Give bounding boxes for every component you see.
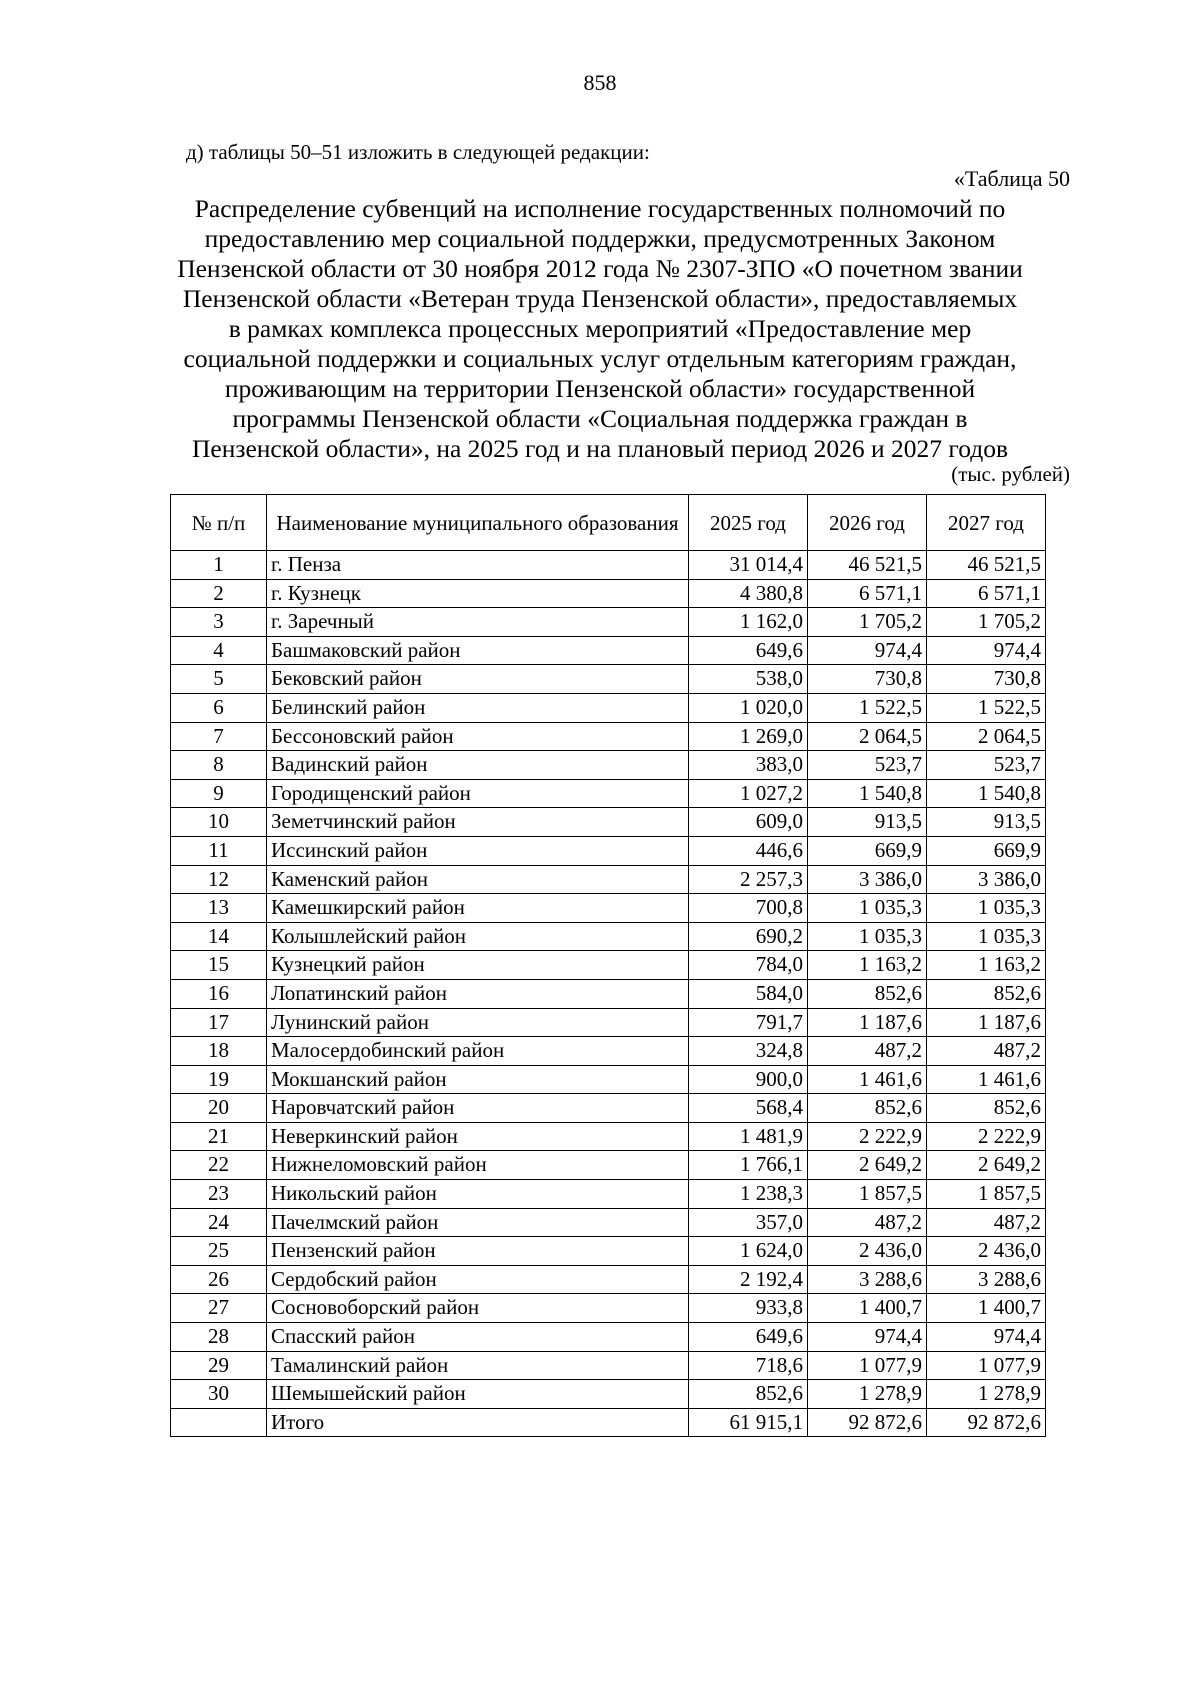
- row-value-2025: 718,6: [689, 1351, 808, 1380]
- title-line: программы Пензенской области «Социальная поддержка граждан в: [232, 404, 968, 433]
- row-value-2026: 1 077,9: [808, 1351, 927, 1380]
- table-row: [171, 1294, 1046, 1323]
- title-line: Пензенской области от 30 ноября 2012 года № 2307-ЗПО «О почетном звании: [177, 254, 1023, 283]
- row-municipality: Лунинский район: [267, 1008, 689, 1037]
- title-line: в рамках комплекса процессных мероприятий «Предоставление мер: [228, 314, 972, 343]
- row-value-2026: 852,6: [808, 979, 927, 1008]
- row-value-2025: 1 269,0: [689, 722, 808, 751]
- table-row: [171, 579, 1046, 608]
- row-value-2027: 3 386,0: [927, 865, 1046, 894]
- header-num: № п/п: [171, 495, 267, 551]
- row-value-2025: 357,0: [689, 1208, 808, 1237]
- row-municipality: Башмаковский район: [267, 636, 689, 665]
- row-number: 11: [171, 836, 267, 865]
- row-value-2025: 784,0: [689, 951, 808, 980]
- row-value-2026: 852,6: [808, 1094, 927, 1123]
- row-value-2025: 1 624,0: [689, 1237, 808, 1266]
- row-value-2027: 523,7: [927, 751, 1046, 780]
- header-2027: 2027 год: [927, 495, 1046, 551]
- row-value-2026: 1 163,2: [808, 951, 927, 980]
- row-value-2026: 1 857,5: [808, 1180, 927, 1209]
- table-row: [171, 1122, 1046, 1151]
- table-row: [171, 1094, 1046, 1123]
- row-number: 15: [171, 951, 267, 980]
- row-value-2026: 3 386,0: [808, 865, 927, 894]
- row-municipality: Белинский район: [267, 693, 689, 722]
- row-value-2025: 690,2: [689, 922, 808, 951]
- row-number: 5: [171, 665, 267, 694]
- row-number: 28: [171, 1323, 267, 1352]
- row-municipality: Пензенский район: [267, 1237, 689, 1266]
- row-value-2026: 1 540,8: [808, 779, 927, 808]
- row-value-2025: 1 020,0: [689, 693, 808, 722]
- table-row: [171, 1065, 1046, 1094]
- table-total-row: [171, 1408, 1046, 1437]
- row-value-2026: 2 436,0: [808, 1237, 927, 1266]
- table-row: [171, 722, 1046, 751]
- row-municipality: Лопатинский район: [267, 979, 689, 1008]
- row-value-2027: 1 400,7: [927, 1294, 1046, 1323]
- row-value-2026: 46 521,5: [808, 551, 927, 580]
- table-row: [171, 1237, 1046, 1266]
- row-value-2025: 933,8: [689, 1294, 808, 1323]
- row-municipality: Каменский район: [267, 865, 689, 894]
- row-value-2025: 2 257,3: [689, 865, 808, 894]
- row-value-2025: 446,6: [689, 836, 808, 865]
- row-value-2026: 6 571,1: [808, 579, 927, 608]
- row-municipality: Неверкинский район: [267, 1122, 689, 1151]
- row-value-2025: 538,0: [689, 665, 808, 694]
- row-value-2025: 584,0: [689, 979, 808, 1008]
- row-value-2025: 31 014,4: [689, 551, 808, 580]
- row-municipality: Итого: [267, 1408, 689, 1437]
- row-value-2025: 61 915,1: [689, 1408, 808, 1437]
- row-value-2025: 1 766,1: [689, 1151, 808, 1180]
- row-number: 27: [171, 1294, 267, 1323]
- table-row: [171, 979, 1046, 1008]
- row-number: [171, 1408, 267, 1437]
- table-row: [171, 636, 1046, 665]
- row-value-2026: 523,7: [808, 751, 927, 780]
- table-title: [130, 194, 1070, 464]
- row-value-2025: 649,6: [689, 1323, 808, 1352]
- row-number: 4: [171, 636, 267, 665]
- table-row: [171, 836, 1046, 865]
- row-value-2027: 1 461,6: [927, 1065, 1046, 1094]
- table-header-row: [171, 495, 1046, 551]
- row-value-2025: 1 027,2: [689, 779, 808, 808]
- row-number: 9: [171, 779, 267, 808]
- row-value-2027: 487,2: [927, 1037, 1046, 1066]
- row-municipality: Спасский район: [267, 1323, 689, 1352]
- row-number: 24: [171, 1208, 267, 1237]
- row-value-2026: 2 222,9: [808, 1122, 927, 1151]
- row-value-2025: 791,7: [689, 1008, 808, 1037]
- table-body: [171, 551, 1046, 1437]
- row-value-2026: 1 705,2: [808, 608, 927, 637]
- row-municipality: Иссинский район: [267, 836, 689, 865]
- title-line: проживающим на территории Пензенской области» государственной: [224, 374, 976, 403]
- row-number: 25: [171, 1237, 267, 1266]
- row-value-2027: 913,5: [927, 808, 1046, 837]
- row-value-2026: 913,5: [808, 808, 927, 837]
- table-row: [171, 551, 1046, 580]
- row-value-2026: 92 872,6: [808, 1408, 927, 1437]
- row-number: 17: [171, 1008, 267, 1037]
- row-number: 23: [171, 1180, 267, 1209]
- row-value-2027: 730,8: [927, 665, 1046, 694]
- table-row: [171, 808, 1046, 837]
- table-row: [171, 1008, 1046, 1037]
- row-value-2027: 92 872,6: [927, 1408, 1046, 1437]
- units-label: (тыс. рублей): [951, 462, 1070, 486]
- row-municipality: Пачелмский район: [267, 1208, 689, 1237]
- title-line: Пензенской области «Ветеран труда Пензенской области», предоставляемых: [182, 284, 1018, 313]
- row-municipality: Бековский район: [267, 665, 689, 694]
- table-row: [171, 894, 1046, 923]
- row-value-2026: 1 461,6: [808, 1065, 927, 1094]
- table-row: [171, 1037, 1046, 1066]
- row-value-2027: 1 278,9: [927, 1380, 1046, 1409]
- table-label: «Таблица 50: [953, 166, 1070, 191]
- row-value-2027: 1 857,5: [927, 1180, 1046, 1209]
- row-municipality: Земетчинский район: [267, 808, 689, 837]
- row-value-2027: 974,4: [927, 636, 1046, 665]
- table-row: [171, 779, 1046, 808]
- table-row: [171, 1151, 1046, 1180]
- row-municipality: Сердобский район: [267, 1265, 689, 1294]
- row-number: 19: [171, 1065, 267, 1094]
- row-value-2027: 487,2: [927, 1208, 1046, 1237]
- row-municipality: Городищенский район: [267, 779, 689, 808]
- row-value-2025: 324,8: [689, 1037, 808, 1066]
- row-municipality: г. Заречный: [267, 608, 689, 637]
- row-municipality: г. Кузнецк: [267, 579, 689, 608]
- row-municipality: Бессоновский район: [267, 722, 689, 751]
- row-value-2027: 46 521,5: [927, 551, 1046, 580]
- row-municipality: Колышлейский район: [267, 922, 689, 951]
- row-number: 7: [171, 722, 267, 751]
- row-municipality: Мокшанский район: [267, 1065, 689, 1094]
- row-value-2025: 4 380,8: [689, 579, 808, 608]
- row-value-2026: 1 522,5: [808, 693, 927, 722]
- row-number: 20: [171, 1094, 267, 1123]
- row-value-2027: 852,6: [927, 979, 1046, 1008]
- row-value-2027: 974,4: [927, 1323, 1046, 1352]
- row-value-2026: 3 288,6: [808, 1265, 927, 1294]
- row-value-2027: 1 035,3: [927, 894, 1046, 923]
- row-municipality: Наровчатский район: [267, 1094, 689, 1123]
- table-row: [171, 1265, 1046, 1294]
- row-value-2027: 2 649,2: [927, 1151, 1046, 1180]
- table-row: [171, 665, 1046, 694]
- row-value-2025: 1 162,0: [689, 608, 808, 637]
- title-line: Распределение субвенций на исполнение государственных полномочий по: [194, 194, 1006, 223]
- row-value-2026: 1 035,3: [808, 894, 927, 923]
- table-row: [171, 1351, 1046, 1380]
- row-value-2026: 730,8: [808, 665, 927, 694]
- page-number: 858: [583, 70, 617, 95]
- row-value-2027: 2 064,5: [927, 722, 1046, 751]
- row-number: 16: [171, 979, 267, 1008]
- table-row: [171, 951, 1046, 980]
- row-value-2026: 487,2: [808, 1037, 927, 1066]
- row-number: 6: [171, 693, 267, 722]
- table-row: [171, 1180, 1046, 1209]
- row-value-2026: 1 035,3: [808, 922, 927, 951]
- row-number: 30: [171, 1380, 267, 1409]
- table-row: [171, 1208, 1046, 1237]
- row-value-2027: 1 187,6: [927, 1008, 1046, 1037]
- row-value-2025: 568,4: [689, 1094, 808, 1123]
- row-value-2025: 852,6: [689, 1380, 808, 1409]
- title-line: предоставлению мер социальной поддержки, предусмотренных Законом: [204, 224, 996, 253]
- row-number: 21: [171, 1122, 267, 1151]
- row-number: 26: [171, 1265, 267, 1294]
- header-2026: 2026 год: [808, 495, 927, 551]
- table-row: [171, 693, 1046, 722]
- row-value-2027: 1 163,2: [927, 951, 1046, 980]
- row-municipality: Сосновоборский район: [267, 1294, 689, 1323]
- table-row: [171, 922, 1046, 951]
- row-value-2027: 2 436,0: [927, 1237, 1046, 1266]
- subvention-table: [170, 494, 1046, 1437]
- row-number: 12: [171, 865, 267, 894]
- row-value-2027: 1 077,9: [927, 1351, 1046, 1380]
- row-value-2025: 1 238,3: [689, 1180, 808, 1209]
- row-value-2026: 2 649,2: [808, 1151, 927, 1180]
- row-value-2027: 2 222,9: [927, 1122, 1046, 1151]
- table-row: [171, 608, 1046, 637]
- row-number: 13: [171, 894, 267, 923]
- header-name: Наименование муниципального образования: [267, 495, 689, 551]
- row-municipality: Никольский район: [267, 1180, 689, 1209]
- row-number: 2: [171, 579, 267, 608]
- row-value-2027: 6 571,1: [927, 579, 1046, 608]
- row-value-2027: 1 035,3: [927, 922, 1046, 951]
- row-value-2027: 852,6: [927, 1094, 1046, 1123]
- row-number: 3: [171, 608, 267, 637]
- row-municipality: г. Пенза: [267, 551, 689, 580]
- row-value-2026: 974,4: [808, 636, 927, 665]
- title-line: Пензенской области», на 2025 год и на плановый период 2026 и 2027 годов: [192, 434, 1008, 463]
- row-number: 14: [171, 922, 267, 951]
- row-value-2027: 1 522,5: [927, 693, 1046, 722]
- title-line: социальной поддержки и социальных услуг отдельным категориям граждан,: [183, 344, 1017, 373]
- row-municipality: Тамалинский район: [267, 1351, 689, 1380]
- row-value-2026: 1 187,6: [808, 1008, 927, 1037]
- row-value-2025: 700,8: [689, 894, 808, 923]
- row-number: 10: [171, 808, 267, 837]
- row-municipality: Шемышейский район: [267, 1380, 689, 1409]
- row-value-2025: 649,6: [689, 636, 808, 665]
- row-value-2025: 2 192,4: [689, 1265, 808, 1294]
- intro-text: д) таблицы 50–51 изложить в следующей редакции:: [186, 140, 650, 164]
- row-value-2026: 2 064,5: [808, 722, 927, 751]
- row-value-2025: 1 481,9: [689, 1122, 808, 1151]
- table-row: [171, 1380, 1046, 1409]
- row-value-2027: 1 540,8: [927, 779, 1046, 808]
- row-value-2026: 1 400,7: [808, 1294, 927, 1323]
- table-row: [171, 751, 1046, 780]
- row-value-2025: 383,0: [689, 751, 808, 780]
- row-number: 1: [171, 551, 267, 580]
- row-value-2026: 669,9: [808, 836, 927, 865]
- row-value-2026: 487,2: [808, 1208, 927, 1237]
- row-number: 22: [171, 1151, 267, 1180]
- row-municipality: Нижнеломовский район: [267, 1151, 689, 1180]
- row-value-2026: 974,4: [808, 1323, 927, 1352]
- row-value-2025: 900,0: [689, 1065, 808, 1094]
- table-row: [171, 1323, 1046, 1352]
- row-number: 29: [171, 1351, 267, 1380]
- row-number: 8: [171, 751, 267, 780]
- table-row: [171, 865, 1046, 894]
- row-value-2027: 1 705,2: [927, 608, 1046, 637]
- row-municipality: Вадинский район: [267, 751, 689, 780]
- row-value-2025: 609,0: [689, 808, 808, 837]
- row-municipality: Камешкирский район: [267, 894, 689, 923]
- row-value-2027: 3 288,6: [927, 1265, 1046, 1294]
- row-municipality: Кузнецкий район: [267, 951, 689, 980]
- header-2025: 2025 год: [689, 495, 808, 551]
- row-municipality: Малосердобинский район: [267, 1037, 689, 1066]
- row-value-2027: 669,9: [927, 836, 1046, 865]
- row-value-2026: 1 278,9: [808, 1380, 927, 1409]
- row-number: 18: [171, 1037, 267, 1066]
